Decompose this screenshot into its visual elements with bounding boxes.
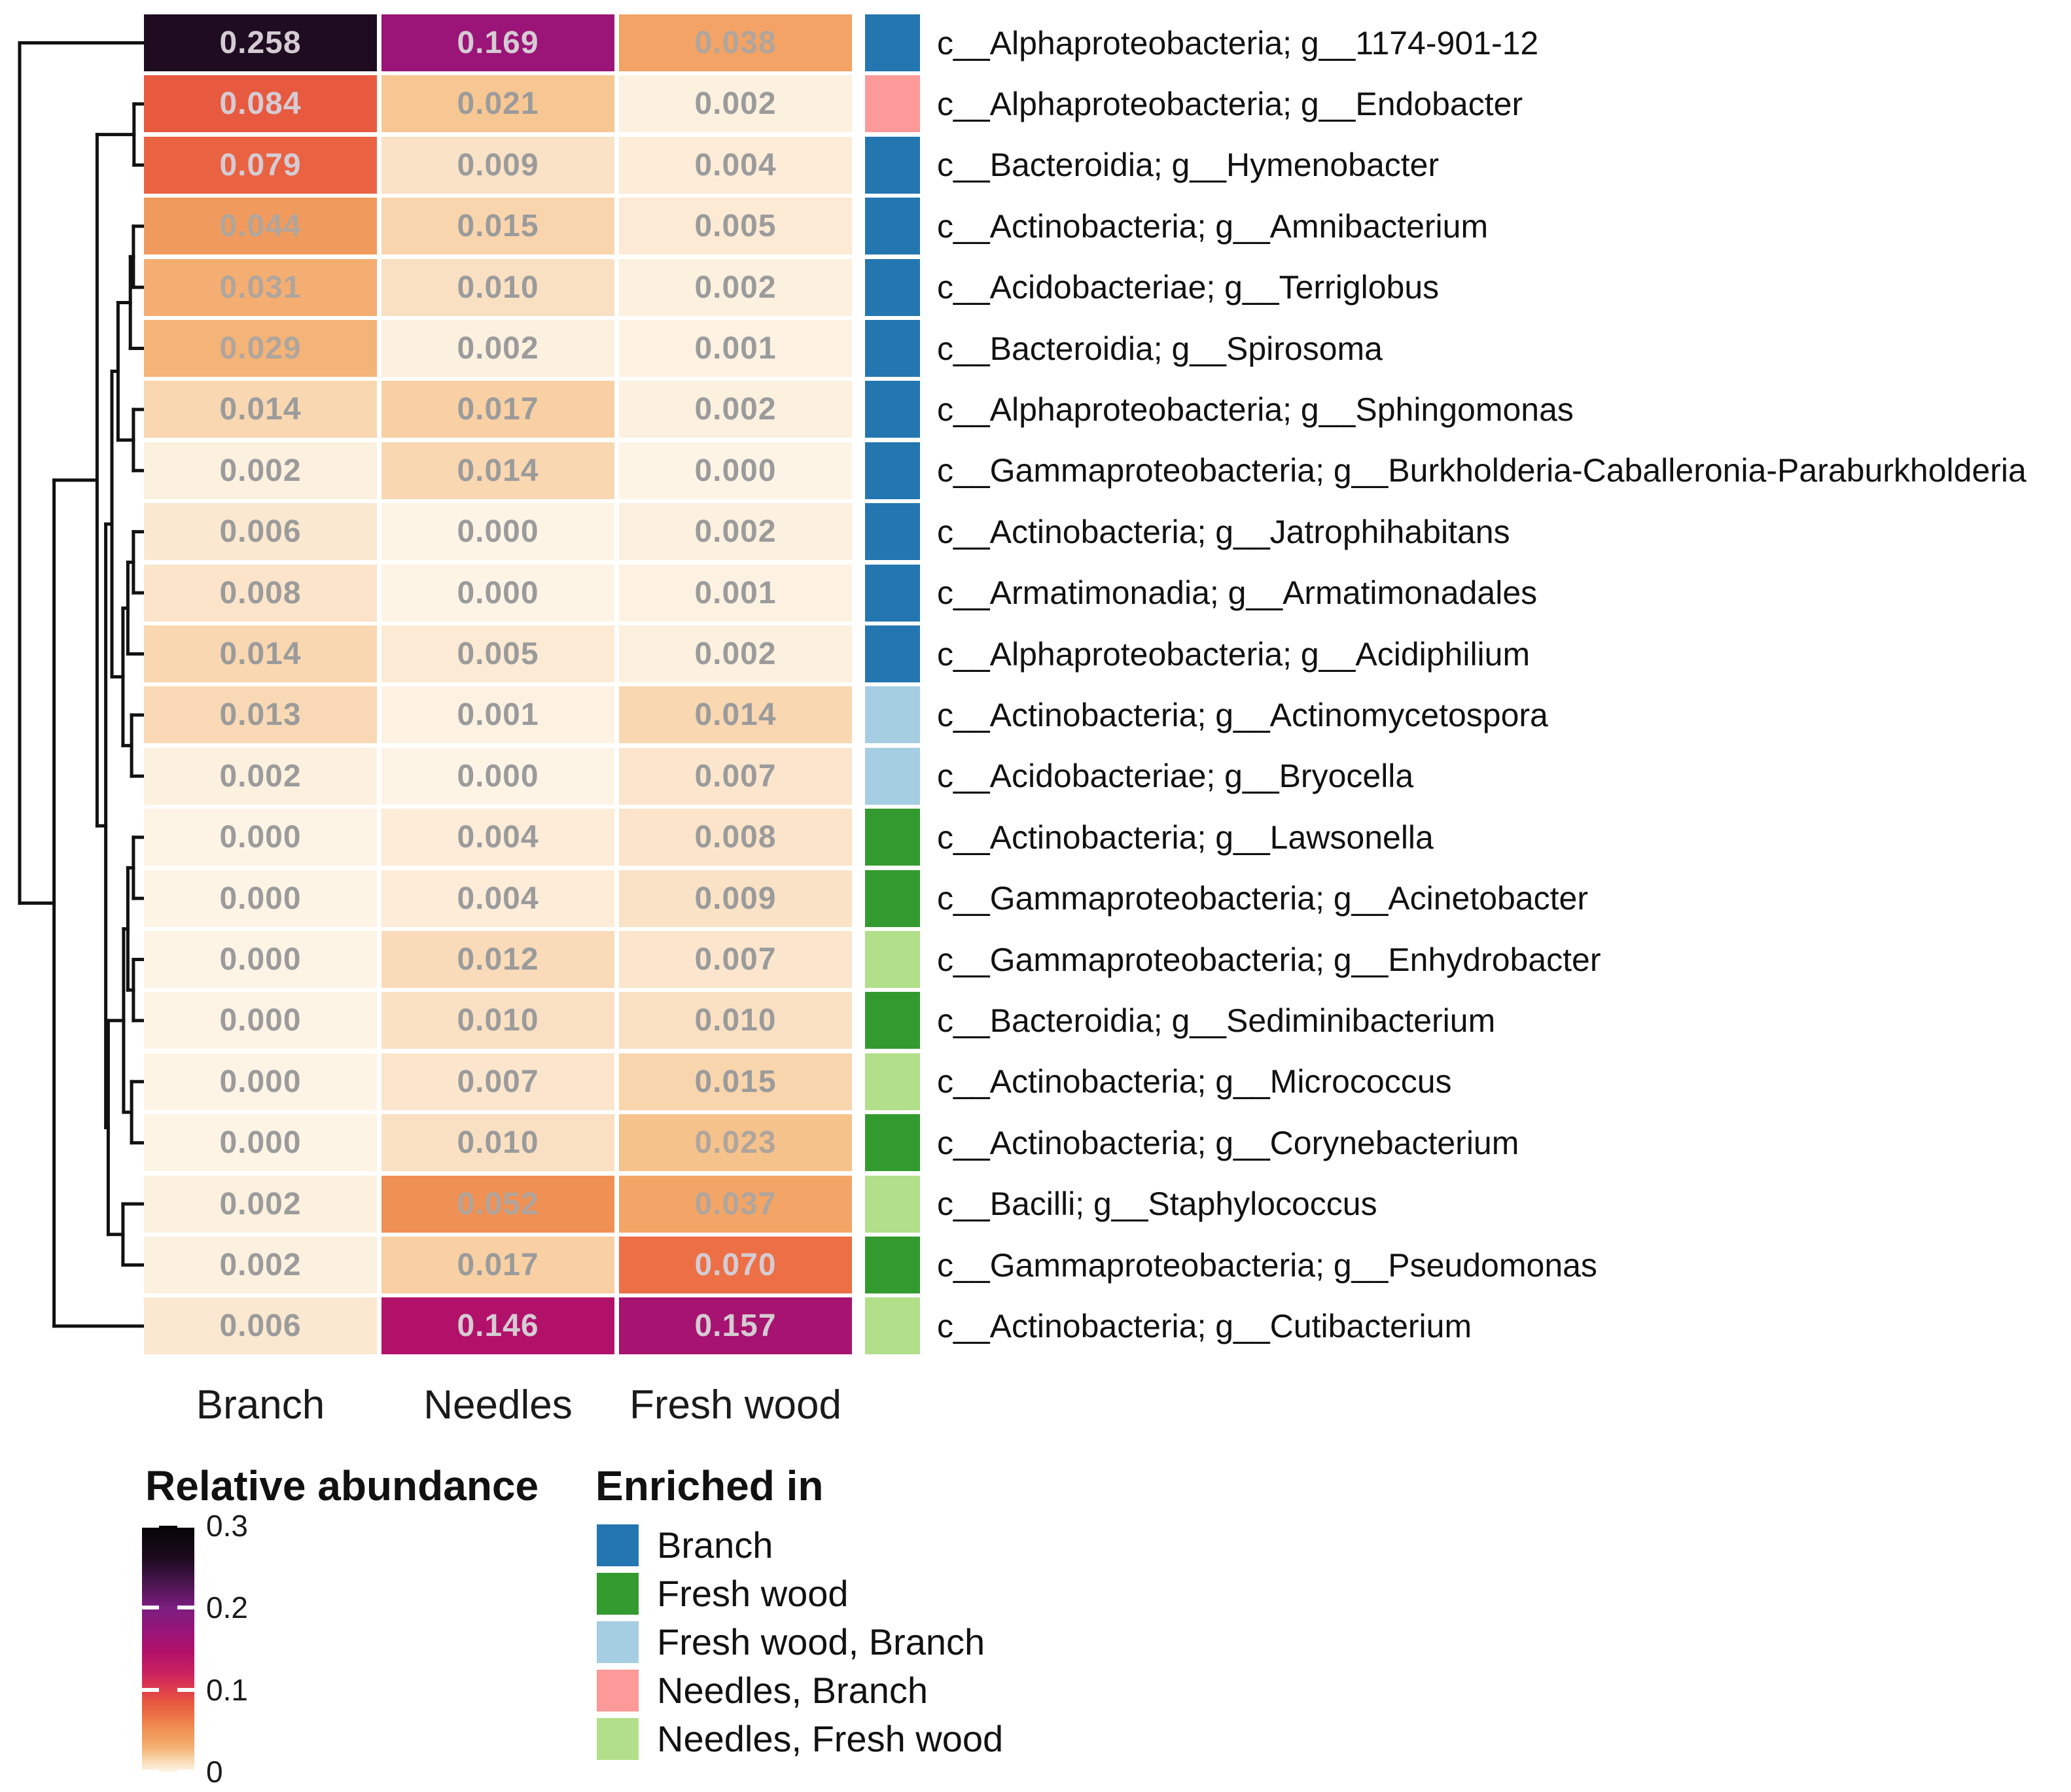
- heatmap-cell: 0.002: [619, 75, 852, 132]
- heatmap-cell: 0.007: [619, 931, 852, 988]
- heatmap-cell: 0.017: [381, 381, 614, 438]
- heatmap-cell: 0.258: [144, 14, 377, 71]
- heatmap-cell: 0.015: [381, 198, 614, 255]
- column-label: Branch: [196, 1382, 325, 1428]
- heatmap-cell: 0.000: [619, 442, 852, 499]
- enrichment-strip: [865, 809, 920, 866]
- enrichment-strip: [865, 442, 920, 499]
- heatmap-cell: 0.002: [144, 1176, 377, 1233]
- heatmap-row: [144, 137, 2042, 194]
- heatmap-cell: 0.070: [619, 1237, 852, 1293]
- heatmap-cell: 0.015: [619, 1053, 852, 1110]
- heatmap-cell: 0.007: [381, 1053, 614, 1110]
- enrichment-strip: [865, 14, 920, 71]
- row-label: c__Acidobacteriae; g__Bryocella: [937, 758, 1414, 795]
- enrichment-strip: [865, 625, 920, 682]
- heatmap-cell: 0.002: [381, 320, 614, 377]
- heatmap-cell: 0.002: [144, 748, 377, 805]
- heatmap-cell: 0.012: [381, 931, 614, 988]
- heatmap-cell: 0.010: [381, 1114, 614, 1171]
- colorbar-tick-mark: [142, 1524, 159, 1528]
- heatmap-row: [144, 503, 2042, 560]
- heatmap-row: [144, 870, 2042, 927]
- row-label: c__Bacteroidia; g__Hymenobacter: [937, 147, 1440, 184]
- heatmap-cell: 0.038: [619, 14, 852, 71]
- enrichment-strip: [865, 75, 920, 132]
- row-label: c__Actinobacteria; g__Lawsonella: [937, 818, 1434, 856]
- colorbar-tick-label: 0: [206, 1755, 223, 1789]
- heatmap-cell: 0.005: [381, 625, 614, 682]
- heatmap-cell: 0.023: [619, 1114, 852, 1171]
- heatmap-cell: 0.014: [381, 442, 614, 499]
- heatmap-cell: 0.001: [619, 320, 852, 377]
- heatmap-cell: 0.013: [144, 686, 377, 743]
- heatmap-cell: 0.002: [144, 442, 377, 499]
- heatmap-cell: 0.010: [381, 259, 614, 316]
- heatmap-cell: 0.009: [619, 870, 852, 927]
- heatmap-cell: 0.005: [619, 198, 852, 255]
- colorbar-tick-mark: [142, 1606, 159, 1609]
- colorbar-tick-mark: [177, 1606, 194, 1609]
- heatmap-cell: 0.044: [144, 198, 377, 255]
- heatmap-cell: 0.052: [381, 1176, 614, 1233]
- colorbar-gradient: [142, 1526, 194, 1772]
- heatmap-row: [144, 259, 2042, 316]
- enrichment-strip: [865, 1176, 920, 1233]
- heatmap-row: [144, 1237, 2042, 1293]
- heatmap-cell: 0.000: [144, 931, 377, 988]
- enrichment-strip: [865, 137, 920, 194]
- heatmap-cell: 0.029: [144, 320, 377, 377]
- enrichment-strip: [865, 686, 920, 743]
- heatmap-cell: 0.008: [144, 565, 377, 622]
- enrichment-strip: [865, 1114, 920, 1171]
- enrichment-strip: [865, 565, 920, 622]
- heatmap-cell: 0.002: [144, 1237, 377, 1293]
- heatmap-cell: 0.000: [381, 748, 614, 805]
- heatmap-row: [144, 992, 2042, 1049]
- heatmap-cell: 0.010: [619, 992, 852, 1049]
- heatmap-row: [144, 75, 2042, 132]
- heatmap-cell: 0.007: [619, 748, 852, 805]
- legend-label: Needles, Fresh wood: [657, 1718, 1004, 1759]
- heatmap-cell: 0.146: [381, 1297, 614, 1354]
- enrichment-strip: [865, 748, 920, 805]
- heatmap-cell: 0.169: [381, 14, 614, 71]
- heatmap-cell: 0.010: [381, 992, 614, 1049]
- legend-chip-fresh-wood-branch: [597, 1621, 639, 1663]
- heatmap-cell: 0.006: [144, 503, 377, 560]
- row-label: c__Actinobacteria; g__Actinomycetospora: [937, 696, 1548, 733]
- heatmap-cell: 0.014: [619, 686, 852, 743]
- heatmap-cell: 0.000: [144, 870, 377, 927]
- heatmap-cell: 0.000: [381, 503, 614, 560]
- legend-label: Branch: [657, 1524, 773, 1566]
- heatmap-row: [144, 625, 2042, 682]
- heatmap-cell: 0.004: [381, 870, 614, 927]
- row-label: c__Alphaproteobacteria; g__Endobacter: [937, 85, 1523, 122]
- heatmap-cell: 0.002: [619, 259, 852, 316]
- enrichment-strip: [865, 503, 920, 560]
- row-label: c__Actinobacteria; g__Amnibacterium: [937, 207, 1489, 245]
- heatmap-cell: 0.002: [619, 625, 852, 682]
- legend-chip-needles-branch: [597, 1670, 639, 1712]
- enrichment-legend-title: Enriched in: [595, 1462, 824, 1509]
- enrichment-strip: [865, 198, 920, 255]
- heatmap-cell: 0.000: [144, 1114, 377, 1171]
- heatmap-cell: 0.031: [144, 259, 377, 316]
- heatmap-row: [144, 198, 2042, 255]
- legend-label: Needles, Branch: [657, 1670, 929, 1711]
- enrichment-strip: [865, 992, 920, 1049]
- heatmap-row: [144, 1114, 2042, 1171]
- row-label: c__Acidobacteriae; g__Terriglobus: [937, 269, 1440, 306]
- enrichment-strip: [865, 870, 920, 927]
- row-label: c__Gammaproteobacteria; g__Pseudomonas: [937, 1246, 1597, 1284]
- heatmap-row: [144, 442, 2042, 499]
- row-label: c__Alphaproteobacteria; g__1174-901-12: [937, 24, 1539, 61]
- heatmap-row: [144, 1297, 2042, 1354]
- enrichment-strip: [865, 1053, 920, 1110]
- heatmap-cell: 0.004: [381, 809, 614, 866]
- row-label: c__Actinobacteria; g__Cutibacterium: [937, 1307, 1472, 1344]
- colorbar-title: Relative abundance: [145, 1462, 539, 1509]
- heatmap-cell: 0.002: [619, 503, 852, 560]
- heatmap-row: [144, 1053, 2042, 1110]
- heatmap-row: [144, 565, 2042, 622]
- legend-label: Fresh wood, Branch: [657, 1621, 985, 1662]
- column-label: Fresh wood: [629, 1382, 841, 1428]
- heatmap-cell: 0.006: [144, 1297, 377, 1354]
- heatmap-cell: 0.000: [144, 809, 377, 866]
- enrichment-strip: [865, 1297, 920, 1354]
- legend-chip-fresh-wood: [597, 1573, 639, 1615]
- heatmap-cell: 0.009: [381, 137, 614, 194]
- row-label: c__Bacteroidia; g__Spirosoma: [937, 330, 1383, 367]
- row-label: c__Bacilli; g__Staphylococcus: [937, 1186, 1377, 1223]
- heatmap-cell: 0.014: [144, 625, 377, 682]
- heatmap-cell: 0.008: [619, 809, 852, 866]
- heatmap-row: [144, 320, 2042, 377]
- heatmap-cell: 0.000: [381, 565, 614, 622]
- heatmap-cell: 0.004: [619, 137, 852, 194]
- row-label: c__Alphaproteobacteria; g__Acidiphilium: [937, 635, 1531, 673]
- colorbar-tick-mark: [142, 1688, 159, 1692]
- colorbar-tick-mark: [177, 1770, 194, 1774]
- column-label: Needles: [423, 1382, 573, 1428]
- heatmap-cell: 0.017: [381, 1237, 614, 1293]
- heatmap-cell: 0.001: [619, 565, 852, 622]
- heatmap-row: [144, 1176, 2042, 1233]
- row-label: c__Gammaproteobacteria; g__Acinetobacter: [937, 880, 1589, 917]
- heatmap-cell: 0.002: [619, 381, 852, 438]
- heatmap-cell: 0.157: [619, 1297, 852, 1354]
- enrichment-strip: [865, 320, 920, 377]
- colorbar-tick-mark: [142, 1770, 159, 1774]
- heatmap-row: [144, 748, 2042, 805]
- colorbar-tick-mark: [177, 1524, 194, 1528]
- heatmap-cell: 0.001: [381, 686, 614, 743]
- legend-label: Fresh wood: [657, 1573, 849, 1614]
- row-label: c__Actinobacteria; g__Jatrophihabitans: [937, 513, 1510, 550]
- colorbar-tick-label: 0.2: [206, 1590, 248, 1625]
- heatmap-cell: 0.084: [144, 75, 377, 132]
- row-label: c__Armatimonadia; g__Armatimonadales: [937, 574, 1538, 612]
- enrichment-strip: [865, 1237, 920, 1293]
- heatmap-cell: 0.037: [619, 1176, 852, 1233]
- heatmap-row: [144, 931, 2042, 988]
- heatmap-cell: 0.000: [144, 1053, 377, 1110]
- enrichment-strip: [865, 931, 920, 988]
- colorbar-tick-label: 0.1: [206, 1672, 248, 1707]
- legend-chip-branch: [597, 1524, 639, 1566]
- heatmap-row: [144, 14, 2042, 71]
- heatmap-cell: 0.021: [381, 75, 614, 132]
- enrichment-strip: [865, 259, 920, 316]
- legend-chip-needles-fresh-wood: [597, 1718, 639, 1760]
- heatmap-row: [144, 809, 2042, 866]
- row-label: c__Gammaproteobacteria; g__Enhydrobacter: [937, 941, 1601, 978]
- row-label: c__Alphaproteobacteria; g__Sphingomonas: [937, 391, 1574, 428]
- heatmap-row: [144, 686, 2042, 743]
- heatmap-cell: 0.000: [144, 992, 377, 1049]
- heatmap-row: [144, 381, 2042, 438]
- row-label: c__Bacteroidia; g__Sediminibacterium: [937, 1002, 1496, 1039]
- colorbar-tick-label: 0.3: [206, 1509, 248, 1543]
- row-label: c__Gammaproteobacteria; g__Burkholderia-Caballeronia-Paraburkholderia: [937, 452, 2027, 489]
- heatmap-cell: 0.014: [144, 381, 377, 438]
- enrichment-strip: [865, 381, 920, 438]
- row-label: c__Actinobacteria; g__Micrococcus: [937, 1063, 1452, 1100]
- colorbar-tick-mark: [177, 1688, 194, 1692]
- heatmap-cell: 0.079: [144, 137, 377, 194]
- row-label: c__Actinobacteria; g__Corynebacterium: [937, 1124, 1519, 1161]
